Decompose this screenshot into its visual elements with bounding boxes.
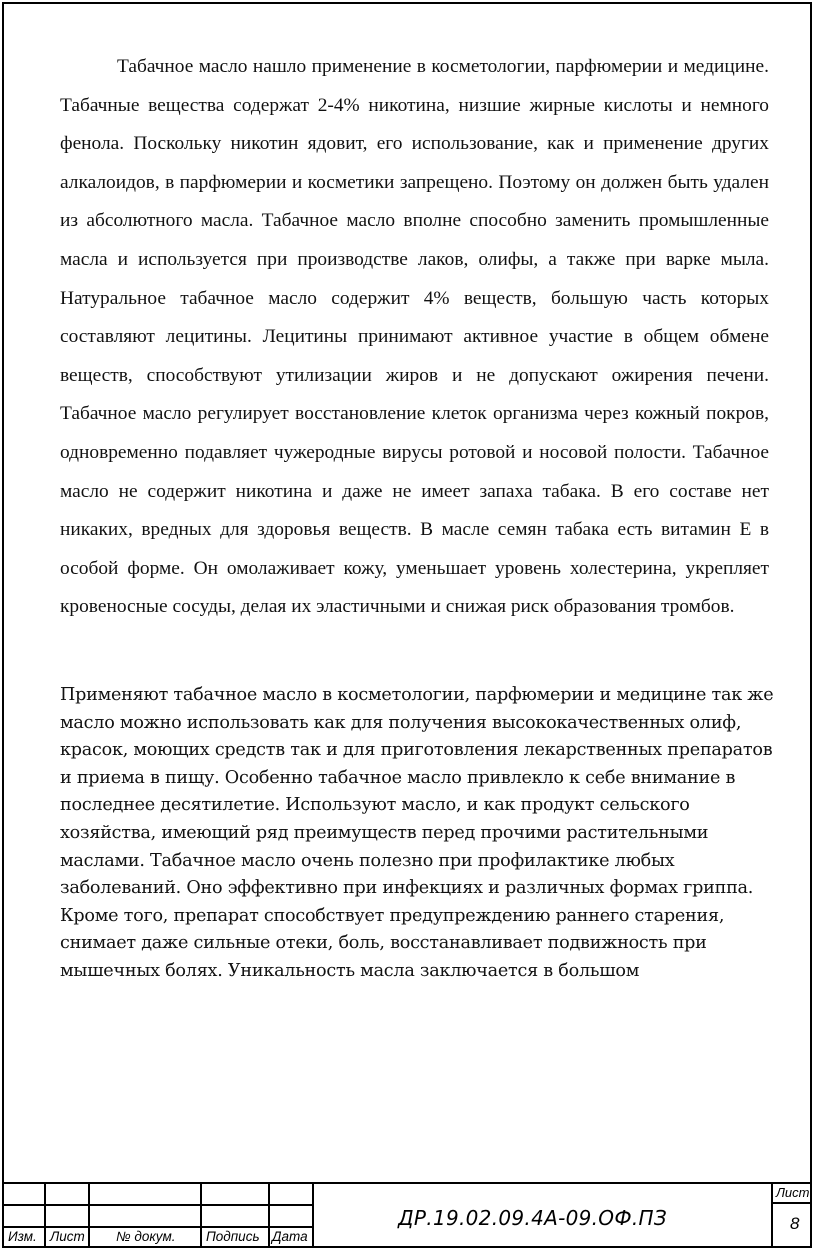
paragraph-2-line: мышечных болях. Уникальность масла заключается в большом xyxy=(60,960,640,981)
paragraph-2-line: красок, моющих средств так и для приготовления лекарственных препаратов xyxy=(60,740,773,761)
paragraph-2-line: маслами. Табачное масло очень полезно при профилактике любых xyxy=(60,850,675,871)
paragraph-2 xyxy=(60,682,775,986)
document-code: ДР.19.02.09.4А-09.ОФ.ПЗ xyxy=(398,1206,667,1230)
paragraph-2-line: и приема в пищу. Особенно табачное масло привлекло к себе внимание в xyxy=(60,767,736,788)
stamp-label-izm: Изм. xyxy=(8,1229,37,1244)
title-block xyxy=(2,1182,812,1248)
stamp-label-list: Лист xyxy=(50,1229,85,1244)
title-block-row-line xyxy=(2,1226,312,1228)
title-block-row-line xyxy=(771,1202,810,1204)
paragraph-2-line: Кроме того, препарат способствует предупреждению раннего старения, xyxy=(60,905,725,926)
title-block-col-line xyxy=(268,1184,270,1248)
stamp-label-sign: Подпись xyxy=(206,1229,260,1244)
paragraph-2-line: хозяйства, имеющий ряд преимуществ перед прочими растительными xyxy=(60,822,709,843)
sheet-number: 8 xyxy=(790,1214,800,1233)
paragraph-2-line: масло можно использовать как для получения высококачественных олиф, xyxy=(60,712,742,733)
title-block-col-line xyxy=(88,1184,90,1248)
sheet-label: Лист xyxy=(776,1185,810,1200)
title-block-col-line xyxy=(44,1184,46,1248)
paragraph-2-line: заболеваний. Оно эффективно при инфекциях и различных формах гриппа. xyxy=(60,878,754,899)
paragraph-2-line: Применяют табачное масло в косметологии, парфюмерии и медицине так же xyxy=(60,685,774,705)
title-block-row-line xyxy=(2,1204,312,1206)
paragraph-2-line: снимает даже сильные отеки, боль, восстанавливает подвижность при xyxy=(60,933,707,954)
stamp-label-doc: № докум. xyxy=(116,1229,176,1244)
paragraph-1: Табачное масло нашло применение в косметологии, парфюмерии и медицине. Табачные вещества содержат 2-4% никотина, низшие жирные кислоты и немного фенола. Поскольку никотин ядовит, его использование, как и применение других алкалоидов, в парфюмерии и косметики запрещено. Поэтому он должен быть удален из абсолютного масла. Табачное масло вполне способно заменить промышленные масла и используется при производстве лаков, олифы, а также при варке мыла. Натуральное табачное масло содержит 4% веществ, большую часть которых составляют лецитины. Лецитины принимают активное участие в общем обмене веществ, способствуют утилизации жиров и не допускают ожирения печени. Табачное масло регулирует восстановление клеток организма через кожный покров, одновременно подавляет чужеродные вирусы ротовой и носовой полости. Табачное масло не содержит никотина и даже не имеет запаха табака. В его составе нет никаких, вредных для здоровья веществ. В масле семян табака есть витамин Е в особой форме. Он омолаживает кожу, уменьшает уровень холестерина, укрепляет кровеносные сосуды, делая их эластичными и снижая риск образования тромбов. xyxy=(60,56,769,618)
paragraph-2-line: последнее десятилетие. Используют масло, и как продукт сельского xyxy=(60,795,690,816)
title-block-col-line xyxy=(312,1184,314,1248)
stamp-label-date: Дата xyxy=(272,1229,308,1244)
title-block-col-line xyxy=(771,1184,773,1248)
title-block-col-line xyxy=(200,1184,202,1248)
